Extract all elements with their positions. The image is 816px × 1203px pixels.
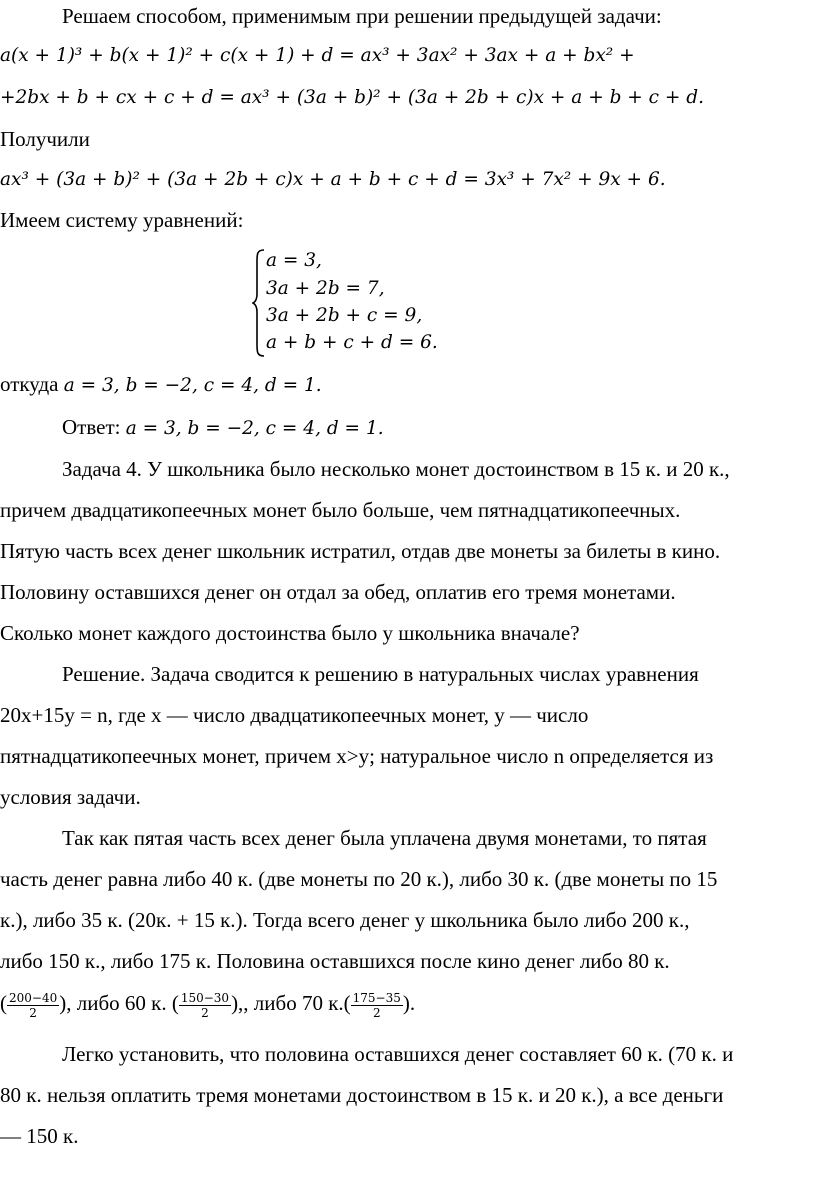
answer-label: Ответ:: [62, 415, 121, 439]
whence-values: a = 3, b = −2, c = 4, d = 1.: [63, 375, 322, 396]
para3-line-2: 80 к. нельзя оплатить тремя монетами достоинством в 15 к. и 20 к.), а все деньги: [0, 1083, 724, 1107]
para2-line-1: Так как пятая часть всех денег была уплачена двумя монетами, то пятая: [62, 826, 707, 850]
para2-line-3: к.), либо 35 к. (20к. + 15 к.). Тогда всего денег у школьника было либо 200 к.,: [0, 908, 690, 932]
fraction-3-denominator: 2: [372, 1005, 381, 1020]
equation-expansion-1: a(x + 1)³ + b(x + 1)² + c(x + 1) + d = ax³ + 3ax² + 3ax + a + bx² +: [0, 45, 635, 66]
para3-line-3: — 150 к.: [0, 1124, 79, 1148]
system-eq-3: 3a + 2b + c = 9,: [266, 305, 423, 326]
fraction-text-1: ), либо 60 к. (: [59, 991, 179, 1015]
fraction-1-denominator: 2: [29, 1005, 37, 1020]
system-eq-1: a = 3,: [266, 250, 322, 271]
fraction-text-3: ).: [402, 991, 416, 1015]
para2-line-4: либо 150 к., либо 175 к. Половина оставшихся после кино денег либо 80 к.: [0, 949, 670, 973]
intro-text: Решаем способом, применимым при решении предыдущей задачи:: [62, 4, 662, 28]
system-eq-2: 3a + 2b = 7,: [266, 278, 385, 299]
task4-line-2: причем двадцатикопеечных монет было больше, чем пятнадцатикопеечных.: [0, 498, 681, 522]
fraction-2: [179, 991, 231, 1020]
fraction-3: [351, 991, 403, 1020]
answer-values: a = 3, b = −2, c = 4, d = 1.: [125, 418, 384, 439]
solution-line-1: Решение. Задача сводится к решению в натуральных числах уравнения: [62, 662, 699, 686]
equation-expansion-2: +2bx + b + cx + c + d = ax³ + (3a + b)² + (3a + 2b + c)x + a + b + c + d.: [0, 87, 705, 108]
para3-line-1: Легко установить, что половина оставшихся денег составляет 60 к. (70 к. и: [62, 1042, 734, 1066]
system-label: Имеем систему уравнений:: [0, 208, 244, 232]
fraction-text-2: ),, либо 70 к.(: [231, 991, 351, 1015]
solution-line-2: 20x+15y = n, где x — число двадцатикопеечных монет, y — число: [0, 703, 589, 727]
system-brace-icon: [252, 248, 266, 358]
solution-line-4: условия задачи.: [0, 785, 141, 809]
task4-line-5: Сколько монет каждого достоинства было у школьника вначале?: [0, 621, 580, 645]
fraction-2-numerator: 150−30: [180, 990, 230, 1005]
fraction-3-numerator: 175−35: [352, 990, 401, 1005]
task4-line-3: Пятую часть всех денег школьник истратил, отдав две монеты за билеты в кино.: [0, 539, 721, 563]
system-eq-4: a + b + c + d = 6.: [266, 332, 438, 353]
para2-line-2: часть денег равна либо 40 к. (две монеты по 20 к.), либо 30 к. (две монеты по 15: [0, 867, 718, 891]
fraction-1-numerator: 200−40: [9, 990, 58, 1005]
equation-system: [252, 248, 512, 358]
task4-line-4: Половину оставшихся денег он отдал за обед, оплатив его тремя монетами.: [0, 580, 676, 604]
solution-line-3: пятнадцатикопеечных монет, причем x>y; натуральное число n определяется из: [0, 744, 714, 768]
got-label: Получили: [0, 127, 90, 151]
paren-open: (: [0, 991, 7, 1015]
fraction-2-denominator: 2: [201, 1005, 209, 1020]
fractions-line: [0, 986, 415, 1020]
whence-label: откуда: [0, 372, 59, 396]
equation-identity: ax³ + (3a + b)² + (3a + 2b + c)x + a + b + c + d = 3x³ + 7x² + 9x + 6.: [0, 169, 666, 190]
whence-line: [0, 370, 322, 400]
task4-line-1: Задача 4. У школьника было несколько монет достоинством в 15 к. и 20 к.,: [62, 457, 730, 481]
fraction-1: [7, 991, 59, 1020]
answer-line: [62, 413, 384, 443]
